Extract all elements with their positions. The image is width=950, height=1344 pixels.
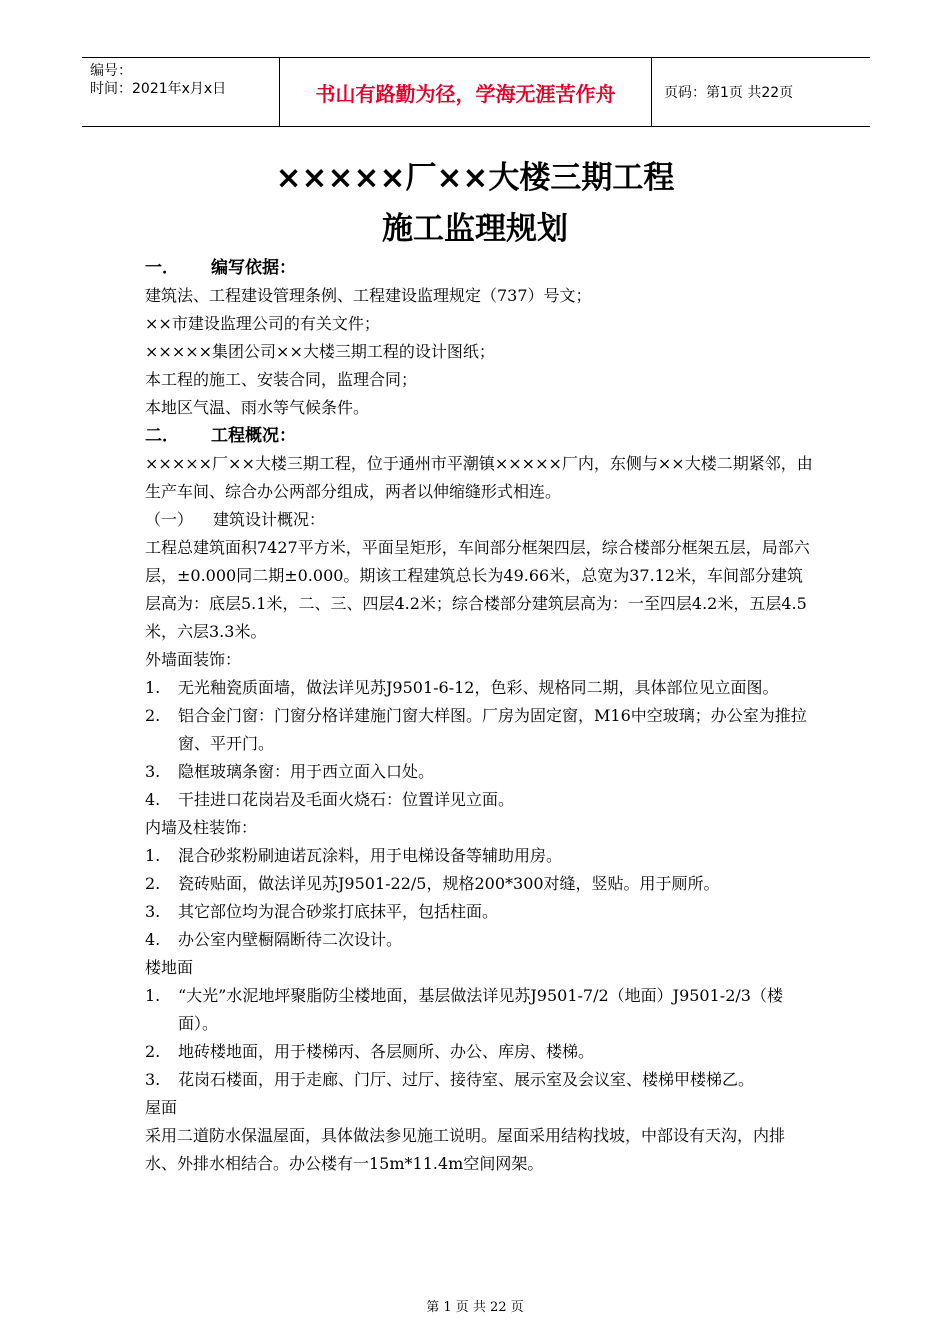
basis-line: 建筑法、工程建设管理条例、工程建设监理规定（737）号文； [145,286,592,305]
roof-heading: 屋面 [145,1098,178,1117]
subsection-heading [145,506,815,534]
item-text: “大光”水泥地坪聚脂防尘楼地面，基层做法详见苏J9501-7/2（地面）J9501-2/3（楼面）。 [178,986,783,1033]
list-item [145,898,815,926]
item-number: 2. [145,706,161,725]
item-text: 办公室内壁橱隔断待二次设计。 [178,930,403,949]
document-body [145,254,815,1178]
interior-heading: 内墙及柱装饰： [145,818,258,837]
section-heading-2 [145,422,815,450]
list-item [145,926,815,954]
header-date-label: 时间：2021年x月x日 [90,81,227,97]
list-item [145,786,815,814]
subsection-title: 建筑设计概况： [213,510,326,529]
item-text: 隐框玻璃条窗：用于西立面入口处。 [178,762,435,781]
page-header [82,57,870,127]
design-paragraph: 工程总建筑面积7427平方米，平面呈矩形，车间部分框架四层，综合楼部分框架五层，局部六层，±0.000同二期±0.000。期该工程建筑总长为49.66米，总宽为37.12米，车间部分建筑层高为：底层5.1米，二、三、四层4.2米；综合楼部分建筑层高为：一至四层4.2米，五层4.5米，六层3.3米。 [145,538,810,641]
list-item [145,1066,815,1094]
list-item [145,1038,815,1066]
list-item [145,842,815,870]
item-text: 地砖楼地面，用于楼梯丙、各层厕所、办公、库房、楼梯。 [178,1042,595,1061]
header-number-label: 编号： [90,63,132,79]
list-item [145,758,815,786]
basis-line: 本工程的施工、安装合同，监理合同； [145,370,418,389]
list-item [145,870,815,898]
item-number: 4. [145,790,161,809]
item-text: 瓷砖贴面，做法详见苏J9501-22/5，规格200*300对缝，竖贴。用于厕所。 [178,874,720,893]
document-subtitle: 施工监理规划 [382,211,568,247]
floor-heading: 楼地面 [145,958,194,977]
basis-line: ×××××集团公司××大楼三期工程的设计图纸； [145,342,495,361]
item-text: 混合砂浆粉刷迪诺瓦涂料，用于电梯设备等辅助用房。 [178,846,563,865]
item-number: 2. [145,874,161,893]
item-text: 其它部位均为混合砂浆打底抹平，包括柱面。 [178,902,499,921]
header-meta [82,58,280,126]
item-number: 2. [145,1042,161,1061]
item-number: 1. [145,846,161,865]
item-text: 干挂进口花岗岩及毛面火烧石：位置详见立面。 [178,790,515,809]
item-number: 3. [145,762,161,781]
overview-paragraph: ×××××厂××大楼三期工程，位于通州市平潮镇×××××厂内，东侧与××大楼二期紧邻，由生产车间、综合办公两部分组成，两者以伸缩缝形式相连。 [145,454,813,501]
basis-line: 本地区气温、雨水等气候条件。 [145,398,370,417]
header-motto: 书山有路勤为径，学海无涯苦作舟 [280,58,652,126]
item-text: 无光釉瓷质面墙，做法详见苏J9501-6-12，色彩、规格同二期，具体部位见立面图。 [178,678,779,697]
item-number: 1. [145,678,161,697]
document-title: ×××××厂××大楼三期工程 [275,160,675,196]
section-number: 二． [145,426,179,446]
list-item [145,982,815,1038]
section-title: 编写依据： [211,258,296,278]
item-number: 3. [145,1070,161,1089]
list-item [145,702,815,758]
page-footer: 第 1 页 共 22 页 [426,1300,524,1315]
section-number: 一． [145,258,179,278]
exterior-heading: 外墙面装饰： [145,650,242,669]
item-number: 3. [145,902,161,921]
subsection-number: （一） [145,510,194,529]
basis-line: ××市建设监理公司的有关文件； [145,314,380,333]
list-item [145,674,815,702]
item-text: 铝合金门窗：门窗分格详建施门窗大样图。厂房为固定窗，M16中空玻璃；办公室为推拉窗、平开门。 [178,706,807,753]
header-page-info: 页码：第1页 共22页 [664,85,794,101]
section-title: 工程概况： [211,426,296,446]
item-number: 1. [145,986,161,1005]
item-number: 4. [145,930,161,949]
roof-paragraph: 采用二道防水保温屋面，具体做法参见施工说明。屋面采用结构找坡，中部设有天沟，内排水、外排水相结合。办公楼有一15m*11.4m空间网架。 [145,1126,786,1173]
item-text: 花岗石楼面，用于走廊、门厅、过厅、接待室、展示室及会议室、楼梯甲楼梯乙。 [178,1070,755,1089]
section-heading-1 [145,254,815,282]
